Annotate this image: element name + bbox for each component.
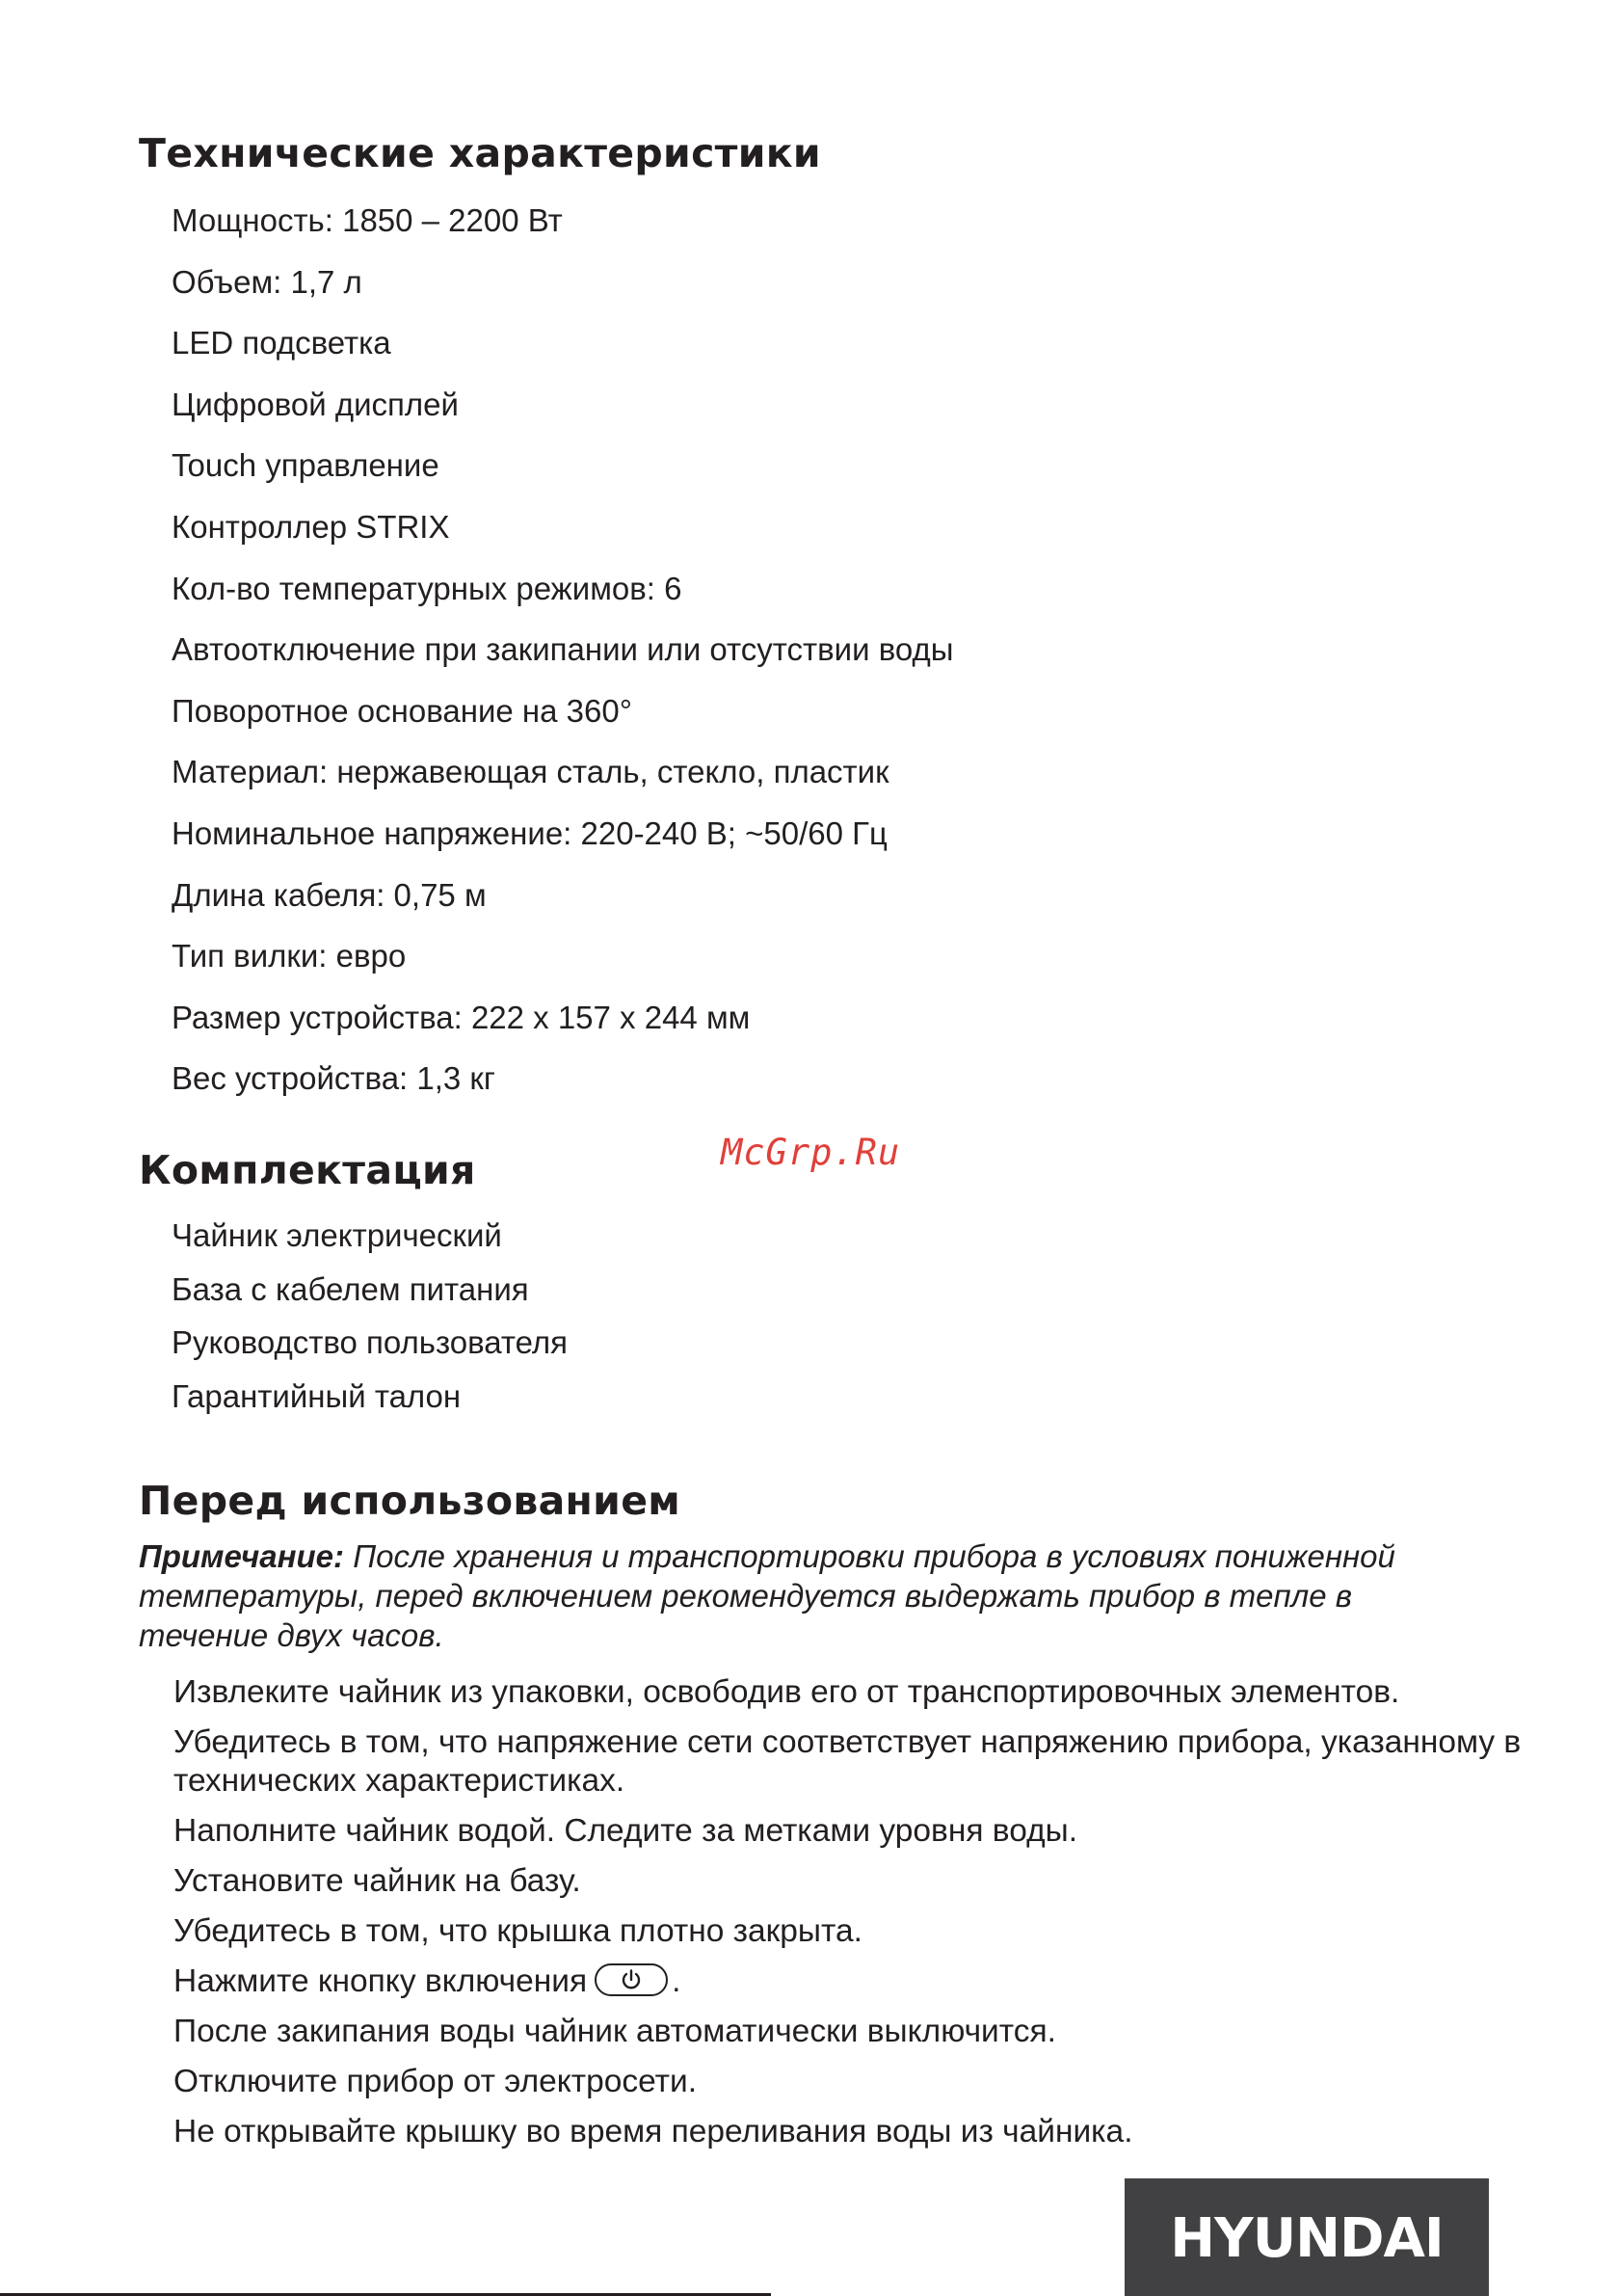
- spec-item: Номинальное напряжение: 220-240 В; ~50/60 Гц: [172, 814, 888, 851]
- step-text: Нажмите кнопку включения: [173, 1963, 588, 1999]
- spec-item: Материал: нержавеющая сталь, стекло, пластик: [172, 754, 889, 790]
- spec-item: Контроллер STRIX: [172, 508, 450, 545]
- spec-item: Кол-во температурных режимов: 6: [172, 570, 682, 606]
- spec-item: LED подсветка: [172, 325, 391, 361]
- specs-heading: Технические характеристики: [139, 130, 821, 176]
- kit-item: База с кабелем питания: [172, 1270, 529, 1307]
- step-text: Убедитесь в том, что крышка плотно закрыта.: [173, 1913, 862, 1949]
- kit-list: [172, 1209, 568, 1423]
- spec-item: Touch управление: [172, 447, 439, 484]
- step-item: [173, 1723, 1523, 1801]
- spec-item: Поворотное основание на 360°: [172, 692, 632, 729]
- step-text: После закипания воды чайник автоматически выключится.: [173, 2014, 1056, 2049]
- before-use-heading: Перед использованием: [139, 1478, 681, 1524]
- note-paragraph: [139, 1536, 1488, 1655]
- step-item: [173, 1812, 1523, 1851]
- spec-item: Длина кабеля: 0,75 м: [172, 876, 487, 913]
- spec-item: Цифровой дисплей: [172, 386, 459, 422]
- note-label: Примечание:: [139, 1538, 345, 1574]
- power-icon: [595, 1963, 668, 1996]
- step-item: [173, 1912, 1523, 1951]
- watermark: McGrp.Ru: [721, 1132, 901, 1173]
- step-text: Отключите прибор от электросети.: [173, 2064, 698, 2099]
- step-suffix: .: [672, 1963, 681, 1999]
- kit-item: Руководство пользователя: [172, 1324, 568, 1360]
- step-item: [173, 1673, 1523, 1712]
- brand-logo: HYUNDAI: [1170, 2207, 1444, 2270]
- step-text: Не открывайте крышку во время переливания воды из чайника.: [173, 2114, 1133, 2149]
- step-item: [173, 2063, 1523, 2101]
- kit-item: Чайник электрический: [172, 1217, 502, 1253]
- step-text: Наполните чайник водой. Следите за метками уровня воды.: [173, 1813, 1078, 1849]
- spec-item: Объем: 1,7 л: [172, 263, 362, 300]
- note-text: После хранения и транспортировки прибора в условиях пониженной температуры, перед включением рекомендуется выдержать прибор в тепле в течение двух часов.: [139, 1538, 1395, 1653]
- specs-list: [172, 190, 953, 1109]
- step-item: [173, 1962, 1523, 2001]
- step-text: Извлеките чайник из упаковки, освободив его от транспортировочных элементов.: [173, 1674, 1400, 1710]
- step-text: Установите чайник на базу.: [173, 1863, 581, 1899]
- spec-item: Автоотключение при закипании или отсутствии воды: [172, 631, 954, 668]
- spec-item: Тип вилки: евро: [172, 938, 407, 974]
- kit-heading: Комплектация: [139, 1147, 476, 1193]
- step-item: [173, 2113, 1523, 2151]
- brand-logo-box: [1125, 2178, 1489, 2296]
- steps-list: [173, 1673, 1523, 2163]
- step-item: [173, 2013, 1523, 2051]
- step-text: Убедитесь в том, что напряжение сети соответствует напряжению прибора, указанному в технических характеристиках.: [173, 1724, 1522, 1799]
- step-item: [173, 1862, 1523, 1901]
- spec-item: Мощность: 1850 – 2200 Вт: [172, 202, 563, 238]
- spec-item: Вес устройства: 1,3 кг: [172, 1060, 495, 1097]
- kit-item: Гарантийный талон: [172, 1377, 462, 1414]
- spec-item: Размер устройства: 222 x 157 x 244 мм: [172, 999, 751, 1035]
